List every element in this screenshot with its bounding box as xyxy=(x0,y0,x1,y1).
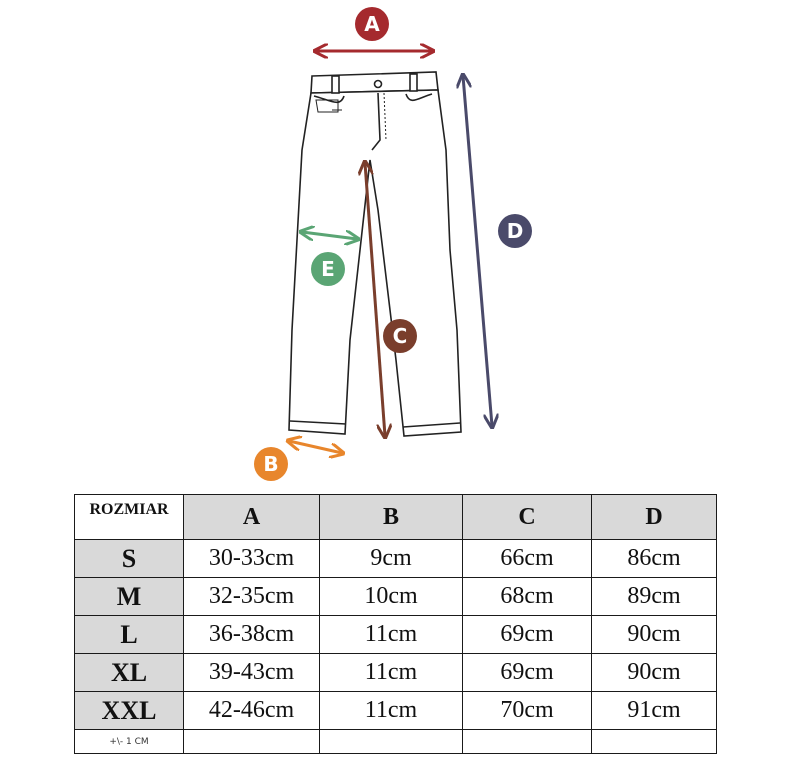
table-row xyxy=(75,692,717,730)
cell-b: 10cm xyxy=(320,578,463,616)
arrow-b-line xyxy=(289,441,342,453)
cell-c: 70cm xyxy=(463,692,592,730)
tolerance-note: +\- 1 CM xyxy=(75,730,184,754)
size-label: M xyxy=(75,578,184,616)
size-label: L xyxy=(75,616,184,654)
header-col-d: D xyxy=(592,495,717,540)
cell-a: 42-46cm xyxy=(184,692,320,730)
cell-d: 91cm xyxy=(592,692,717,730)
header-col-b: B xyxy=(320,495,463,540)
cell-b: 11cm xyxy=(320,616,463,654)
tolerance-note-row xyxy=(75,730,717,754)
pants-illustration xyxy=(289,72,461,436)
cell-c: 68cm xyxy=(463,578,592,616)
cell-b: 11cm xyxy=(320,654,463,692)
cell-d: 90cm xyxy=(592,654,717,692)
badge-c-label: C xyxy=(392,324,408,348)
size-chart-table xyxy=(74,494,717,754)
measure-d xyxy=(463,76,532,426)
cell-a: 30-33cm xyxy=(184,540,320,578)
empty-cell xyxy=(592,730,717,754)
empty-cell xyxy=(320,730,463,754)
cell-c: 66cm xyxy=(463,540,592,578)
badge-b-label: B xyxy=(263,452,279,476)
measure-b xyxy=(254,441,342,481)
badge-a-label: A xyxy=(364,12,380,36)
size-label: XXL xyxy=(75,692,184,730)
cell-d: 89cm xyxy=(592,578,717,616)
badge-e-label: E xyxy=(321,257,335,281)
cell-d: 90cm xyxy=(592,616,717,654)
cell-d: 86cm xyxy=(592,540,717,578)
cell-a: 32-35cm xyxy=(184,578,320,616)
cell-a: 39-43cm xyxy=(184,654,320,692)
table-header-row xyxy=(75,495,717,540)
table-row xyxy=(75,578,717,616)
cell-c: 69cm xyxy=(463,616,592,654)
size-label: S xyxy=(75,540,184,578)
cell-c: 69cm xyxy=(463,654,592,692)
empty-cell xyxy=(463,730,592,754)
cell-b: 11cm xyxy=(320,692,463,730)
header-rozmiar: ROZMIAR xyxy=(75,495,184,540)
cell-b: 9cm xyxy=(320,540,463,578)
table-row xyxy=(75,540,717,578)
badge-d-label: D xyxy=(506,219,524,243)
measure-a xyxy=(316,7,432,51)
table-row xyxy=(75,654,717,692)
table-row xyxy=(75,616,717,654)
empty-cell xyxy=(184,730,320,754)
cell-a: 36-38cm xyxy=(184,616,320,654)
header-col-c: C xyxy=(463,495,592,540)
size-label: XL xyxy=(75,654,184,692)
arrow-d-line xyxy=(463,76,492,426)
header-col-a: A xyxy=(184,495,320,540)
